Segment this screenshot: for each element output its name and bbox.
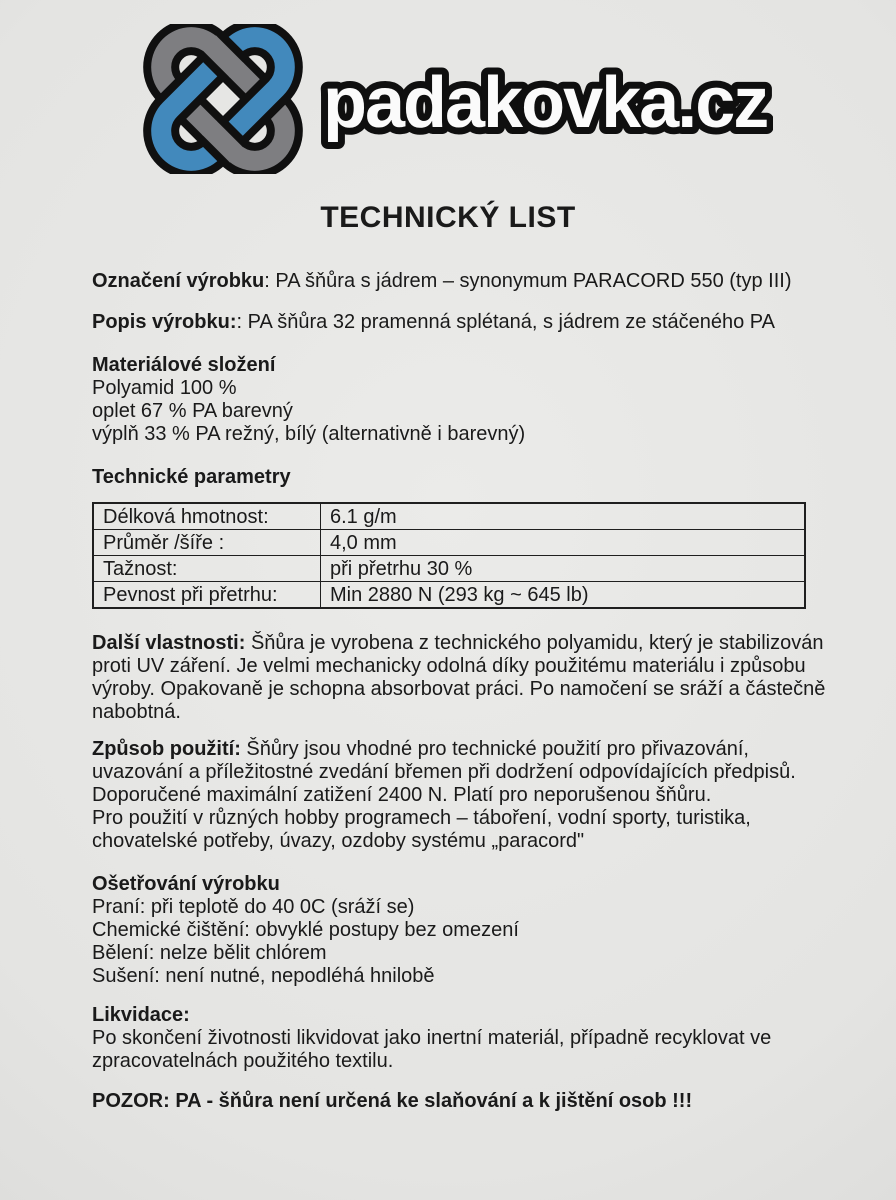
properties-label: Další vlastnosti:	[92, 632, 246, 654]
disposal-heading: Likvidace:	[92, 1004, 190, 1026]
warning-text: POZOR: PA - šňůra není určená ke slaňování a k jištění osob !!!	[92, 1090, 693, 1112]
material-heading: Materiálové složení	[92, 354, 276, 376]
section-disposal	[92, 1004, 828, 1073]
param-name: Průměr /šíře :	[93, 530, 321, 556]
brand-logo	[0, 0, 896, 174]
usage-text: Šňůry jsou vhodné pro technické použití pro přivazování, uvazování a příležitostné zvedání břemen při dodržení odpovídajících předpisů. Doporučené maximální zatižení 2400 N. Platí pro neporušenou šňůru.	[92, 738, 796, 806]
parameters-heading: Technické parametry	[92, 466, 291, 488]
page-title: TECHNICKÝ LIST	[320, 201, 576, 234]
table-row	[93, 582, 805, 609]
care-line: Chemické čištění: obvyklé postupy bez omezení	[92, 919, 519, 941]
param-value: 6.1 g/m	[321, 503, 806, 530]
designation-label: Označení výrobku	[92, 270, 265, 292]
paragraph-description	[92, 311, 828, 334]
disposal-text: Po skončení životnosti likvidovat jako inertní materiál, případně recyklovat ve zpracovatelnách použitého textilu.	[92, 1027, 772, 1072]
material-line: výplň 33 % PA režný, bílý (alternativně i barevný)	[92, 423, 526, 445]
paragraph-designation	[92, 270, 828, 293]
care-line: Praní: při teplotě do 40 0C (sráží se)	[92, 896, 415, 918]
usage-text-2: Pro použití v různých hobby programech – táboření, vodní sporty, turistika, chovatelské potřeby, úvazy, ozdoby systému „paracord"	[92, 807, 751, 852]
knot-icon	[149, 25, 297, 173]
parameters-table	[92, 502, 806, 609]
care-line: Sušení: není nutné, nepodléhá hnilobě	[92, 965, 435, 987]
document-body	[92, 270, 828, 1113]
description-label: Popis výrobku:	[92, 311, 237, 333]
paragraph-properties	[92, 632, 828, 724]
brand-wordmark: padakovka.cz	[323, 63, 768, 143]
section-care	[92, 873, 828, 988]
param-value: 4,0 mm	[321, 530, 806, 556]
properties-text: Šňůra je vyrobena z technického polyamidu, který je stabilizován proti UV záření. Je velmi mechanicky odolná díky použitému materiálu i způsobu výroby. Opakovaně je schopna absorbovat práci. Po namočení se sráží a částečně nabobtná.	[92, 632, 826, 723]
usage-label: Způsob použití:	[92, 738, 241, 760]
table-row	[93, 503, 805, 530]
section-material	[92, 354, 828, 446]
material-line: Polyamid 100 %	[92, 377, 237, 399]
param-value: Min 2880 N (293 kg ~ 645 lb)	[321, 582, 806, 609]
param-name: Pevnost při přetrhu:	[93, 582, 321, 609]
brand-logo-graphic	[123, 24, 773, 174]
care-heading: Ošetřování výrobku	[92, 873, 280, 895]
section-parameters	[92, 466, 828, 609]
table-row	[93, 556, 805, 582]
param-name: Tažnost:	[93, 556, 321, 582]
designation-text: : PA šňůra s jádrem – synonymum PARACORD 550 (typ III)	[264, 270, 792, 292]
description-text: : PA šňůra 32 pramenná splétaná, s jádrem ze stáčeného PA	[236, 311, 775, 333]
param-name: Délková hmotnost:	[93, 503, 321, 530]
param-value: při přetrhu 30 %	[321, 556, 806, 582]
material-line: oplet 67 % PA barevný	[92, 400, 293, 422]
care-line: Bělení: nelze bělit chlórem	[92, 942, 327, 964]
paragraph-usage	[92, 738, 828, 853]
table-row	[93, 530, 805, 556]
